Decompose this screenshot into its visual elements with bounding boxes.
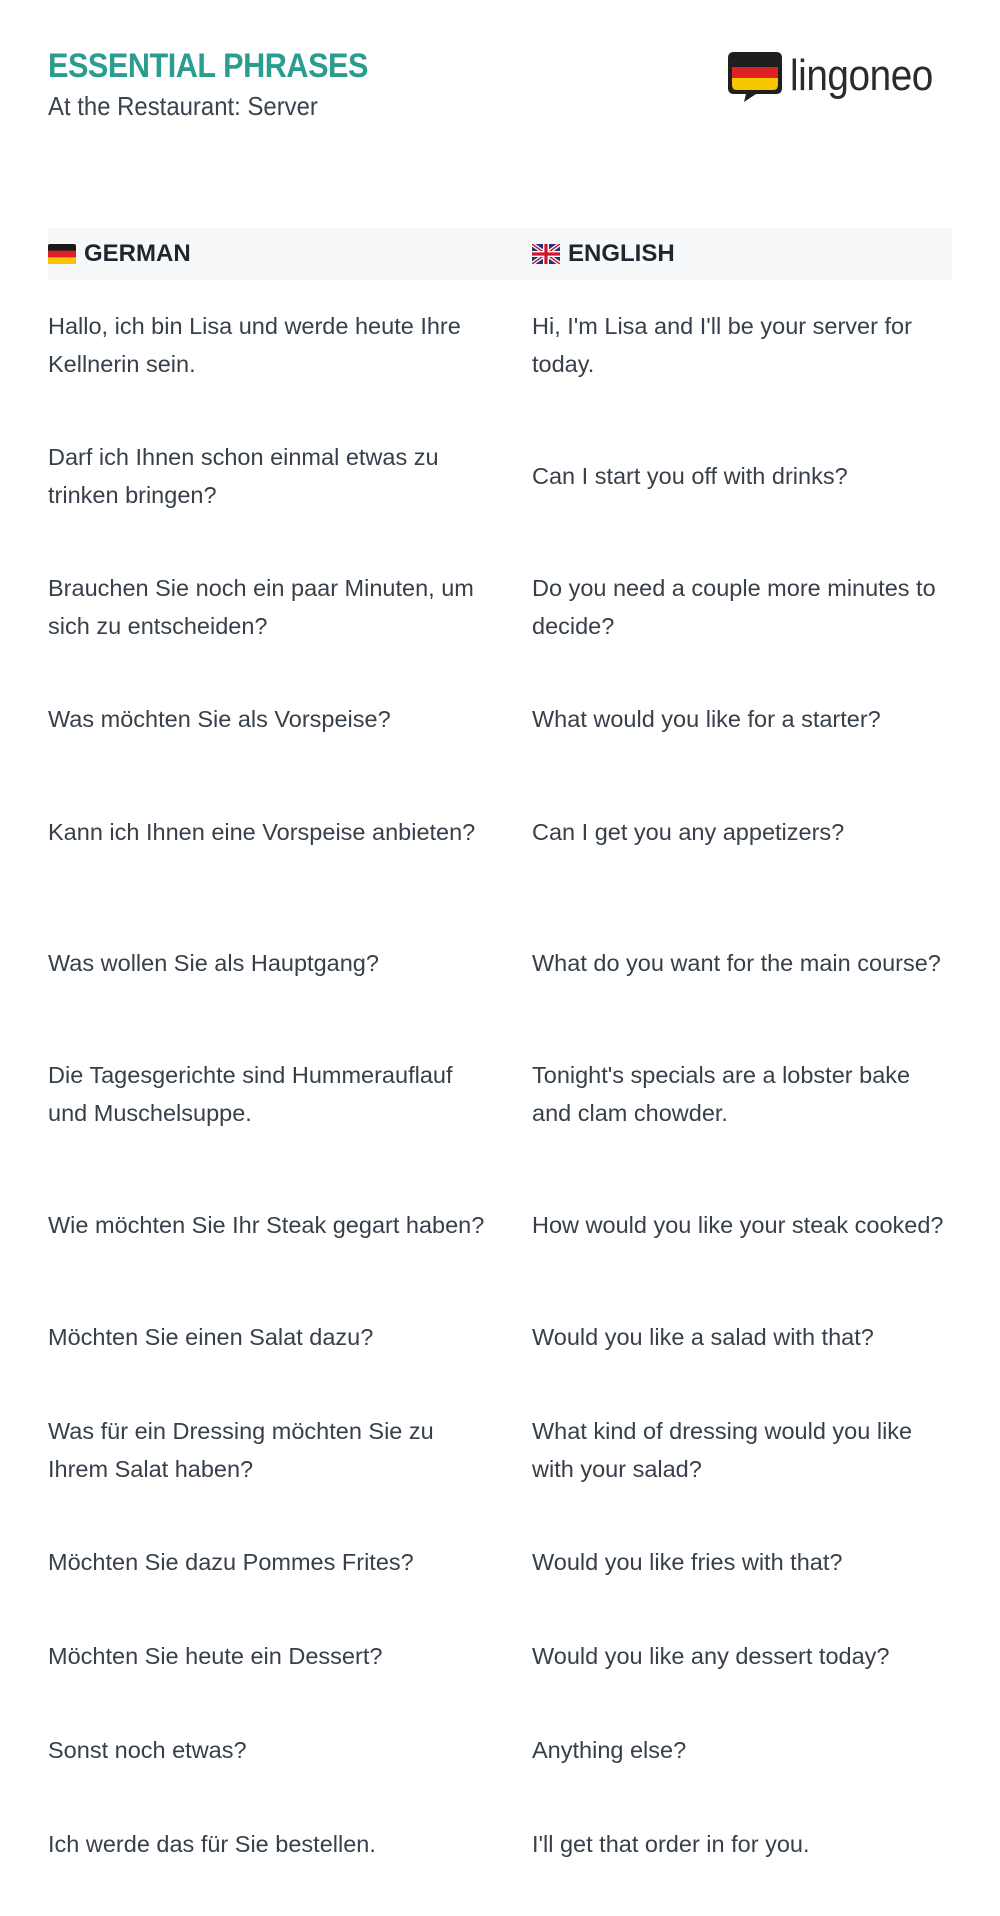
page-title: ESSENTIAL PHRASES [48,47,368,85]
german-phrase: Darf ich Ihnen schon einmal etwas zu trinken bringen? [48,444,439,508]
page-header [48,46,952,126]
german-phrase: Möchten Sie heute ein Dessert? [48,1643,383,1670]
table-row [48,411,952,542]
column-header-german-label: GERMAN [84,240,191,267]
english-phrase: Can I get you any appetizers? [532,818,845,845]
english-phrase: I'll get that order in for you. [532,1831,810,1858]
english-phrase: How would you like your steak cooked? [532,1211,944,1238]
table-row [48,1704,952,1798]
table-header [48,228,952,280]
german-phrase: Was möchten Sie als Vorspeise? [48,706,391,733]
english-phrase: What do you want for the main course? [532,949,941,976]
lingoneo-logo [726,48,952,104]
table-row [48,1516,952,1610]
english-phrase: Would you like a salad with that? [532,1324,874,1351]
german-phrase: Was wollen Sie als Hauptgang? [48,949,379,976]
table-row [48,767,952,898]
table-row [48,1291,952,1385]
table-row [48,898,952,1029]
german-phrase: Ich werde das für Sie bestellen. [48,1831,376,1858]
german-phrase: Die Tagesgerichte sind Hummerauflauf und Muschelsuppe. [48,1062,453,1126]
german-phrase: Möchten Sie dazu Pommes Frites? [48,1549,414,1576]
table-row [48,1385,952,1516]
page-subtitle: At the Restaurant: Server [48,91,318,121]
table-row [48,1029,952,1160]
column-header-german [48,240,532,268]
english-phrase: What kind of dressing would you like with your salad? [532,1418,913,1482]
german-flag-icon [48,244,84,264]
english-phrase: Would you like fries with that? [532,1549,843,1576]
english-phrase: What would you like for a starter? [532,706,881,733]
column-header-english [532,240,952,268]
german-phrase: Kann ich Ihnen eine Vorspeise anbieten? [48,818,476,845]
german-phrase: Möchten Sie einen Salat dazu? [48,1324,374,1351]
column-header-english-label: ENGLISH [568,240,675,267]
phrase-table [48,280,952,1892]
german-phrase: Brauchen Sie noch ein paar Minuten, um sich zu entscheiden? [48,575,474,639]
english-phrase: Hi, I'm Lisa and I'll be your server for today. [532,313,912,377]
table-row [48,1610,952,1704]
german-flag-speech-bubble-icon [726,50,784,102]
table-row [48,542,952,673]
german-phrase: Hallo, ich bin Lisa und werde heute Ihre Kellnerin sein. [48,313,461,377]
english-phrase: Can I start you off with drinks? [532,462,848,489]
german-phrase: Sonst noch etwas? [48,1737,247,1764]
table-row [48,1160,952,1291]
english-phrase: Tonight's specials are a lobster bake and clam chowder. [532,1062,911,1126]
logo-text: lingoneo [789,51,933,100]
german-phrase: Was für ein Dressing möchten Sie zu Ihrem Salat haben? [48,1418,434,1482]
english-phrase: Do you need a couple more minutes to decide? [532,575,936,639]
table-row [48,1798,952,1892]
table-row [48,673,952,767]
english-phrase: Would you like any dessert today? [532,1643,890,1670]
german-phrase: Wie möchten Sie Ihr Steak gegart haben? [48,1211,485,1238]
uk-flag-icon [532,244,568,264]
english-phrase: Anything else? [532,1737,687,1764]
table-row [48,280,952,411]
